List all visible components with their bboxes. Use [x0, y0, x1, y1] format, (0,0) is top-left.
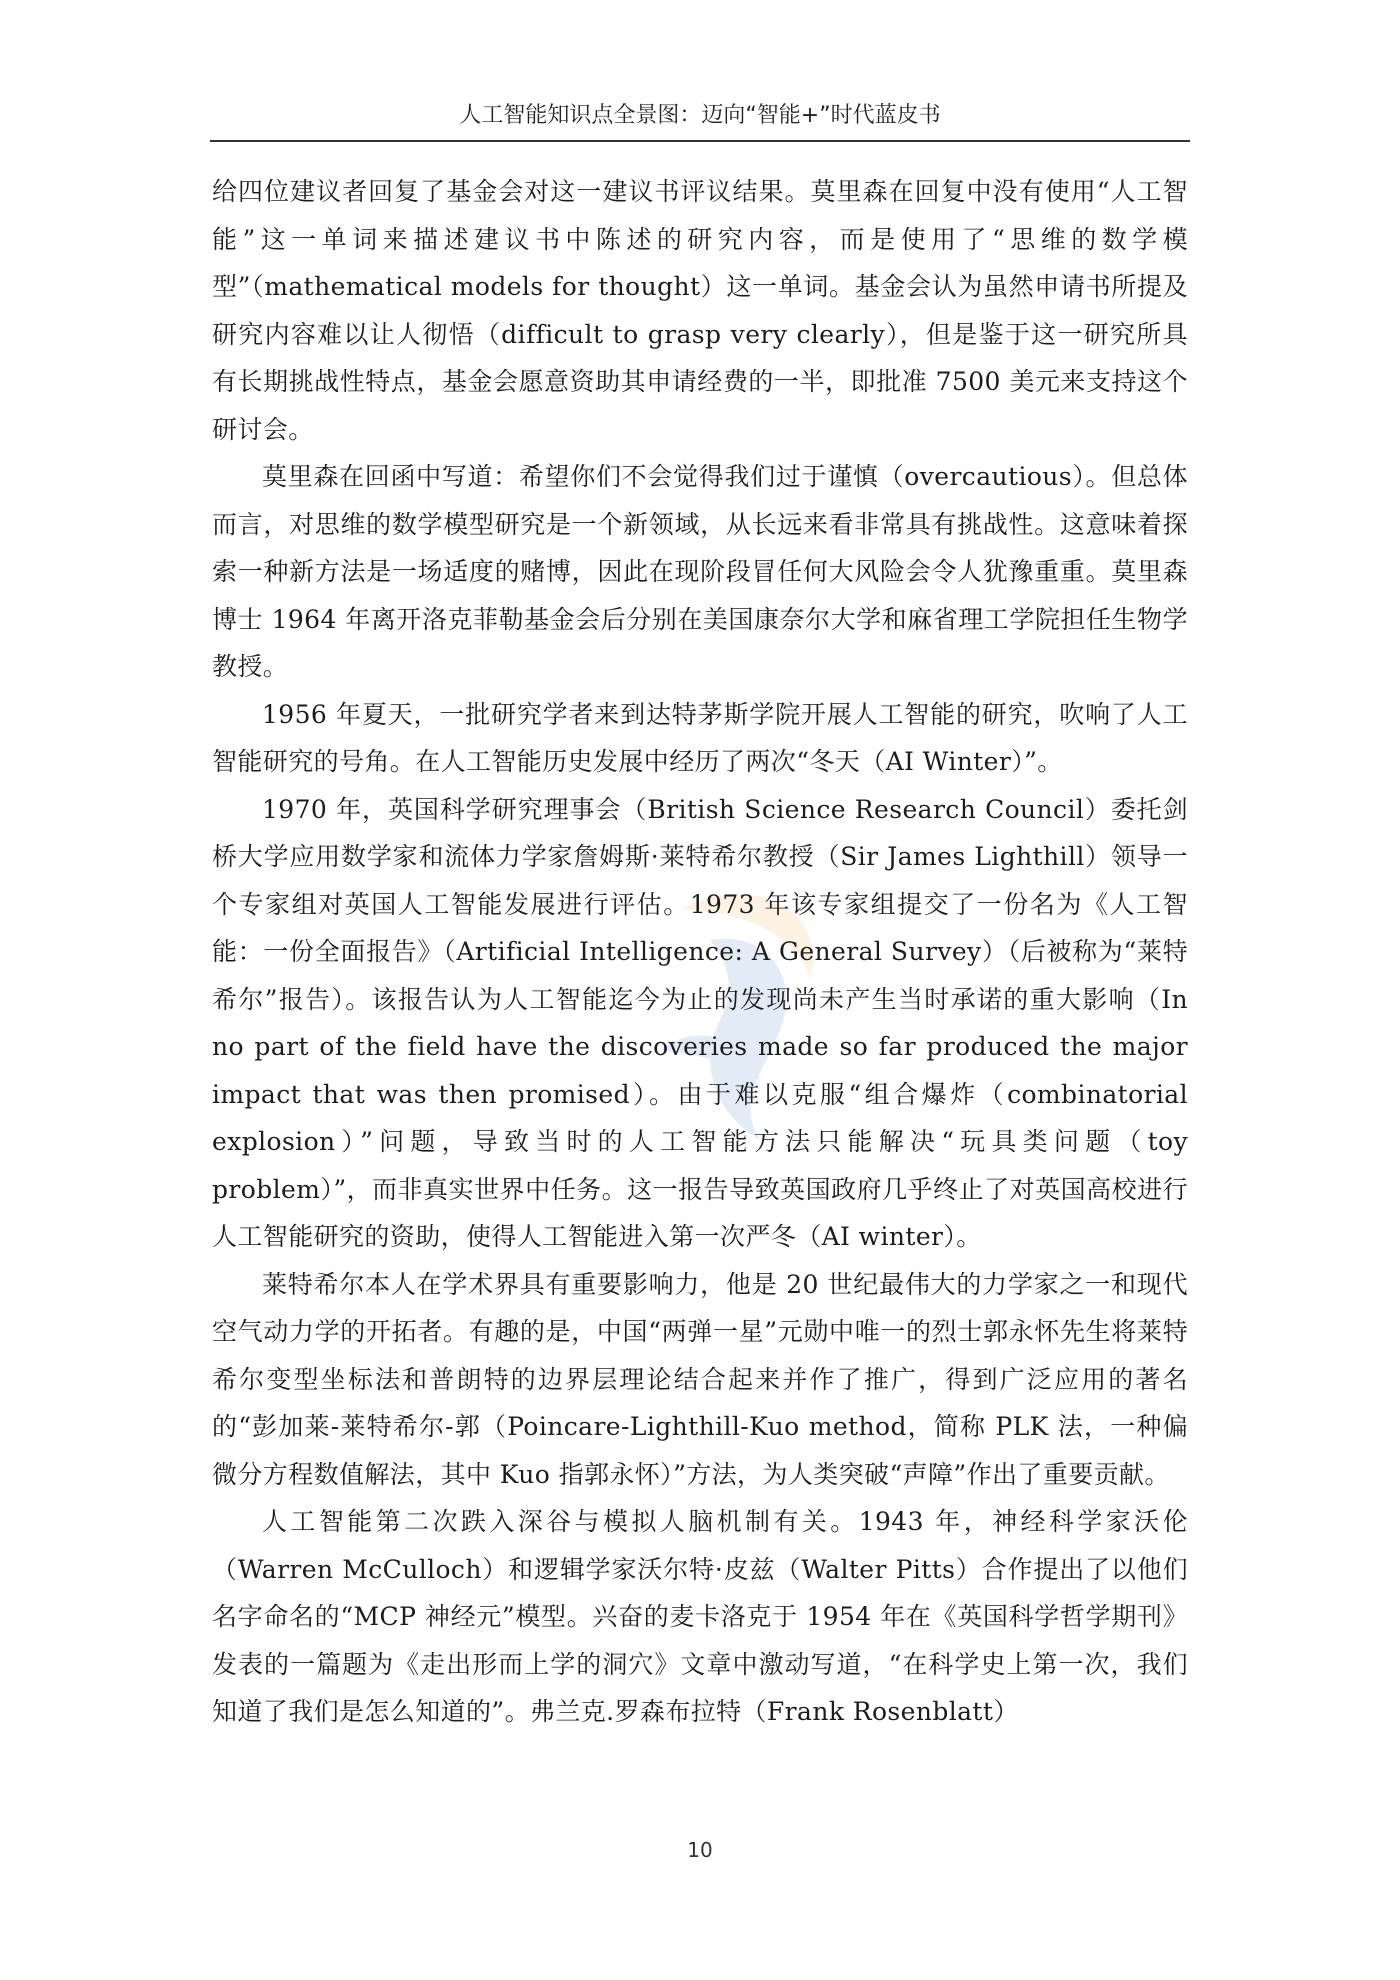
page-body — [212, 168, 1188, 1736]
page-number: 10 — [687, 1838, 713, 1862]
running-header — [210, 96, 1190, 142]
paragraph-4: 1970 年，英国科学研究理事会（British Science Research Council）委托剑桥大学应用数学家和流体力学家詹姆斯·莱特希尔教授（Sir James Lighthill）领导一个专家组对英国人工智能发展进行评估。1973 年该专家组提交了一份名为《人工智能：一份全面报告》（Artificial Intelligence: A General Survey）（后被称为“莱特希尔”报告）。该报告认为人工智能迄今为止的发现尚未产生当时承诺的重大影响（In no part of the field have the discoveries made so far produced the major impact that was then promised）。由于难以克服“组合爆炸（combinatorial explosion）”问题，导致当时的人工智能方法只能解决“玩具类问题（toy problem）”，而非真实世界中任务。这一报告导致英国政府几乎终止了对英国高校进行人工智能研究的资助，使得人工智能进入第一次严冬（AI winter）。 — [212, 794, 1188, 1251]
paragraph-5: 莱特希尔本人在学术界具有重要影响力，他是 20 世纪最伟大的力学家之一和现代空气动力学的开拓者。有趣的是，中国“两弹一星”元勋中唯一的烈士郭永怀先生将莱特希尔变型坐标法和普朗特的边界层理论结合起来并作了推广，得到广泛应用的著名的“彭加莱-莱特希尔-郭（Poincare-Lighthill-Kuo method，简称 PLK 法，一种偏微分方程数值解法，其中 Kuo 指郭永怀）”方法，为人类突破“声障”作出了重要贡献。 — [212, 1269, 1188, 1489]
paragraph-1: 给四位建议者回复了基金会对这一建议书评议结果。莫里森在回复中没有使用“人工智能”这一单词来描述建议书中陈述的研究内容，而是使用了“思维的数学模型”（mathematical models for thought）这一单词。基金会认为虽然申请书所提及研究内容难以让人彻悟（difficult to grasp very clearly），但是鉴于这一研究所具有长期挑战性特点，基金会愿意资助其申请经费的一半，即批准 7500 美元来支持这个研讨会。 — [212, 177, 1188, 444]
paragraph-3: 1956 年夏天，一批研究学者来到达特茅斯学院开展人工智能的研究，吹响了人工智能研究的号角。在人工智能历史发展中经历了两次“冬天（AI Winter）”。 — [212, 699, 1188, 776]
paragraph-2: 莫里森在回函中写道：希望你们不会觉得我们过于谨慎（overcautious）。但总体而言，对思维的数学模型研究是一个新领域，从长远来看非常具有挑战性。这意味着探索一种新方法是一场适度的赌博，因此在现阶段冒任何大风险会令人犹豫重重。莫里森博士 1964 年离开洛克菲勒基金会后分别在美国康奈尔大学和麻省理工学院担任生物学教授。 — [212, 462, 1188, 681]
paragraph-6: 人工智能第二次跌入深谷与模拟人脑机制有关。1943 年，神经科学家沃伦（Warren McCulloch）和逻辑学家沃尔特·皮兹（Walter Pitts）合作提出了以他们名字命名的“MCP 神经元”模型。兴奋的麦卡洛克于 1954 年在《英国科学哲学期刊》发表的一篇题为《走出形而上学的洞穴》文章中激动写道，“在科学史上第一次，我们知道了我们是怎么知道的”。弗兰克.罗森布拉特（Frank Rosenblatt） — [212, 1507, 1188, 1726]
running-header-title: 人工智能知识点全景图：迈向“智能+”时代蓝皮书 — [459, 103, 941, 128]
